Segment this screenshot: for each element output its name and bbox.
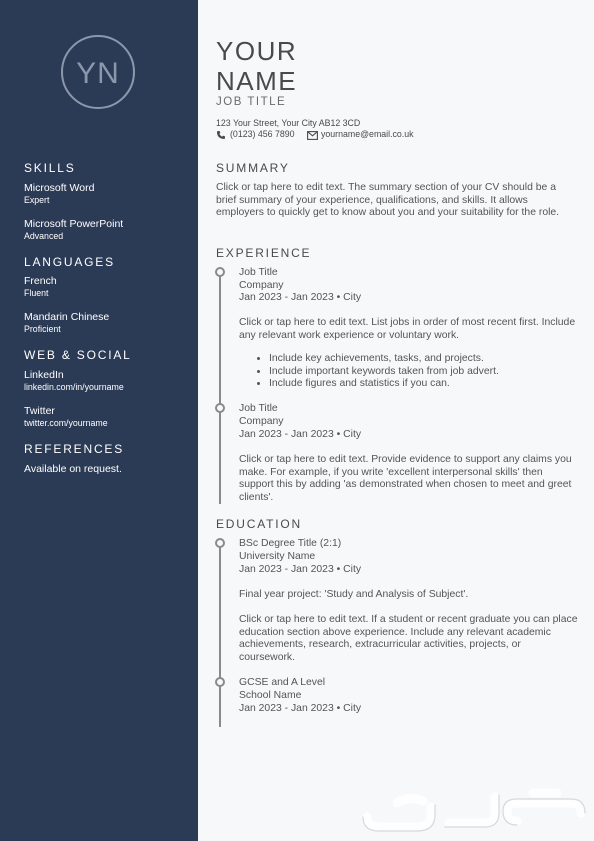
phone-number: (0123) 456 7890 xyxy=(230,129,295,139)
haraj-watermark-logo xyxy=(357,787,589,833)
job-dates: Jan 2023 - Jan 2023 • City xyxy=(239,429,362,440)
qualification-title: GCSE and A Level xyxy=(239,677,326,688)
summary-text: Click or tap here to edit text. The summary section of your CV should be a brief summary of your experience, qualifications, and skills. It allows employers to quickly get to know about you and your suitability for the role. xyxy=(216,182,560,219)
experience-heading: EXPERIENCE xyxy=(216,246,312,260)
summary-heading: SUMMARY xyxy=(216,161,290,175)
web-name: Twitter xyxy=(24,405,55,417)
job-title: JOB TITLE xyxy=(216,96,287,108)
name-line-2: NAME xyxy=(216,66,298,96)
list-item: • Include important keywords taken from job advert. xyxy=(269,366,499,379)
education-description: Click or tap here to edit text. If a student or recent graduate you can place education section above experience. Include any relevant academic achievements, research, extracurricular activities, projects, or coursework. xyxy=(239,614,578,663)
list-item: • Include key achievements, tasks, and projects. xyxy=(269,353,499,366)
timeline-dot xyxy=(215,403,225,413)
language-name: French xyxy=(24,275,57,287)
name-line-1: YOUR xyxy=(216,36,298,66)
job-dates: Jan 2023 - Jan 2023 • City xyxy=(239,292,362,303)
address: 123 Your Street, Your City AB12 3CD xyxy=(216,118,361,128)
email-address: yourname@email.co.uk xyxy=(321,129,414,139)
references-text: Available on request. xyxy=(24,463,122,475)
web-social-heading: WEB & SOCIAL xyxy=(24,348,132,362)
experience-timeline xyxy=(219,270,221,504)
languages-heading: LANGUAGES xyxy=(24,255,115,269)
avatar xyxy=(61,35,135,109)
education-dates: Jan 2023 - Jan 2023 • City xyxy=(239,564,362,575)
avatar-initials: YN xyxy=(76,57,120,90)
final-project: Final year project: 'Study and Analysis of Subject'. xyxy=(239,589,469,600)
education-heading: EDUCATION xyxy=(216,517,302,531)
language-level: Fluent xyxy=(24,288,49,298)
web-url: linkedin.com/in/yourname xyxy=(24,382,124,392)
degree-title: BSc Degree Title (2:1) xyxy=(239,538,342,549)
phone-icon xyxy=(216,130,226,140)
job-description: Click or tap here to edit text. List jobs in order of most recent first. Include any relevant work experience or voluntary work. xyxy=(239,317,576,341)
company-name: Company xyxy=(239,280,284,291)
job-bullet-list xyxy=(238,353,499,391)
timeline-dot xyxy=(215,677,225,687)
education-timeline xyxy=(219,541,221,727)
school-name: School Name xyxy=(239,690,302,701)
job-description: Click or tap here to edit text. Provide evidence to support any claims you make. For example, if you write 'excellent interpersonal skills' then support this by adding 'as demonstrated when chosen to meet and greet clients'. xyxy=(239,454,572,503)
skill-name: Microsoft PowerPoint xyxy=(24,218,124,230)
list-item: • Include figures and statistics if you can. xyxy=(269,378,499,391)
skill-name: Microsoft Word xyxy=(24,182,95,194)
skill-level: Advanced xyxy=(24,231,64,241)
job-title: Job Title xyxy=(239,403,278,414)
references-heading: REFERENCES xyxy=(24,442,125,456)
company-name: Company xyxy=(239,416,284,427)
education-dates: Jan 2023 - Jan 2023 • City xyxy=(239,703,362,714)
language-level: Proficient xyxy=(24,324,61,334)
job-title: Job Title xyxy=(239,267,278,278)
web-name: LinkedIn xyxy=(24,369,64,381)
university-name: University Name xyxy=(239,551,316,562)
timeline-dot xyxy=(215,538,225,548)
timeline-dot xyxy=(215,267,225,277)
skills-heading: SKILLS xyxy=(24,161,76,175)
envelope-icon xyxy=(307,131,318,140)
web-url: twitter.com/yourname xyxy=(24,418,108,428)
language-name: Mandarin Chinese xyxy=(24,311,110,323)
sidebar xyxy=(0,0,198,841)
skill-level: Expert xyxy=(24,195,50,205)
